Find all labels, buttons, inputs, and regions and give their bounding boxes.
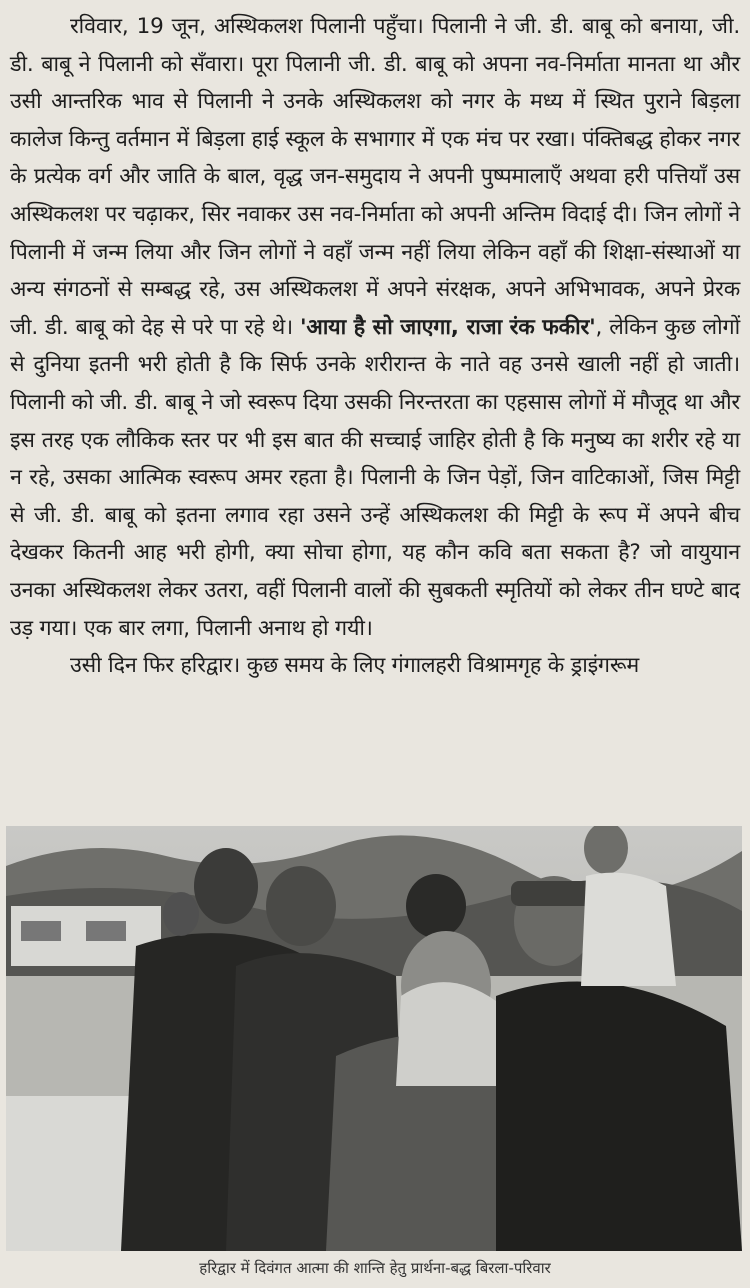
body-text xyxy=(10,8,740,685)
group-prayer-photo xyxy=(6,826,742,1251)
paragraph-2: उसी दिन फिर हरिद्वार। कुछ समय के लिए गंगालहरी विश्रामगृह के ड्राइंगरूम xyxy=(70,653,639,679)
paragraph-1-part-b: , लेकिन कुछ लोगों से दुनिया इतनी भरी होती है कि सिर्फ उनके शरीरान्त के नाते वह उनसे खाली नहीं हो जाती। पिलानी को जी. डी. बाबू ने जो स्वरूप दिया उसकी निरन्तरता का एहसास लोगों में मौजूद था और इस तरह एक लौकिक स्तर पर भी इस बात की सच्चाई जाहिर होती है कि मनुष्य का शरीर रहे या न रहे, उसका आत्मिक स्वरूप अमर रहता है। पिलानी के जिन पेड़ों, जिन वाटिकाओं, जिस मिट्टी से जी. डी. बाबू को इतना लगाव रहा उसने उन्हें अस्थिकलश की मिट्टी के रूप में अपने बीच देखकर कितनी आह भरी होगी, क्या सोचा होगा, यह कौन कवि बता सकता है? जो वायुयान उनका अस्थिकलश लेकर उतरा, वहीं पिलानी वालों की सुबकती स्मृतियों को लेकर तीन घण्टे बाद उड़ गया। एक बार लगा, पिलानी अनाथ हो गयी। xyxy=(10,314,740,641)
paragraph-1 xyxy=(10,8,740,647)
paragraph-1-quote: 'आया है सो जाएगा, राजा रंक फकीर' xyxy=(300,314,596,340)
photo-illustration xyxy=(6,826,742,1251)
photo-caption: हरिद्वार में दिवंगत आत्मा की शान्ति हेतु प्रार्थना-बद्ध बिरला-परिवार xyxy=(199,1259,551,1277)
paragraph-1-part-a: रविवार, 19 जून, अस्थिकलश पिलानी पहुँचा। पिलानी ने जी. डी. बाबू को बनाया, जी. डी. बाबू ने पिलानी को सँवारा। पूरा पिलानी जी. डी. बाबू को अपना नव-निर्माता मानता था और उसी आन्तरिक भाव से पिलानी ने उनके अस्थिकलश को नगर के मध्य में स्थित पुराने बिड़ला कालेज किन्तु वर्तमान में बिड़ला हाई स्कूल के सभागार में एक मंच पर रखा। पंक्तिबद्ध होकर नगर के प्रत्येक वर्ग और जाति के बाल, वृद्ध जन-समुदाय ने अपनी पुष्पमालाएँ अथवा हरी पत्तियाँ उस अस्थिकलश पर चढ़ाकर, सिर नवाकर उस नव-निर्माता को अपनी अन्तिम विदाई दी। जिन लोगों ने पिलानी में जन्म लिया और जिन लोगों ने वहाँ जन्म नहीं लिया लेकिन वहाँ की शिक्षा-संस्थाओं या अन्य संगठनों से सम्बद्ध रहे, उस अस्थिकलश में अपने संरक्षक, अपने अभिभावक, अपने प्रेरक जी. डी. बाबू को देह से परे पा रहे थे। xyxy=(10,14,740,340)
